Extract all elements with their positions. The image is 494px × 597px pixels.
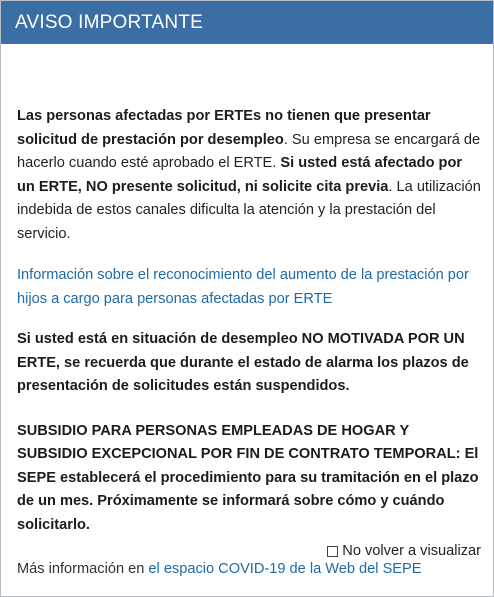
dont-show-again-label[interactable]: No volver a visualizar [342,543,481,559]
erte-company-text: . Su empresa se encargará de hacerlo cuando esté aprobado el ERTE. [17,131,481,171]
dialog-header [1,1,493,44]
dont-show-again-control[interactable] [327,543,481,559]
erte-no-application-text: Las personas afectadas por ERTEs no tienen que presentar solicitud de prestación por desempleo [17,108,431,148]
erte-notice-paragraph [17,105,481,246]
dialog-content [1,44,493,582]
unemployment-paragraph: Si usted está en situación de desempleo NO MOTIVADA POR UN ERTE, se recuerda que durante el estado de alarma los plazos de presentación de solicitudes están suspendidos. [17,331,469,394]
subsidy-paragraph: SUBSIDIO PARA PERSONAS EMPLEADAS DE HOGAR Y SUBSIDIO EXCEPCIONAL POR FIN DE CONTRATO TEMPORAL: El SEPE establecerá el procedimiento para su tramitación en el plazo de un mes. Próximamente se informará sobre cómo y cuándo solicitarlo. [17,422,479,533]
more-info-prefix: Más información en [17,561,149,577]
covid-space-link[interactable]: el espacio COVID-19 de la Web del SEPE [148,561,422,577]
erte-misuse-text: . La utilización indebida de estos canales dificulta la atención y la prestación del servicio. [17,178,481,242]
dont-show-again-checkbox[interactable] [327,546,338,557]
child-benefit-link[interactable]: Información sobre el reconocimiento del aumento de la prestación por hijos a cargo para personas afectadas por ERTE [17,267,469,307]
erte-no-appointment-text: Si usted está afectado por un ERTE, NO presente solicitud, ni solicite cita previa [17,155,463,195]
child-benefit-paragraph [17,264,481,311]
more-info-paragraph [17,558,481,582]
dialog-title: AVISO IMPORTANTE [15,11,203,33]
